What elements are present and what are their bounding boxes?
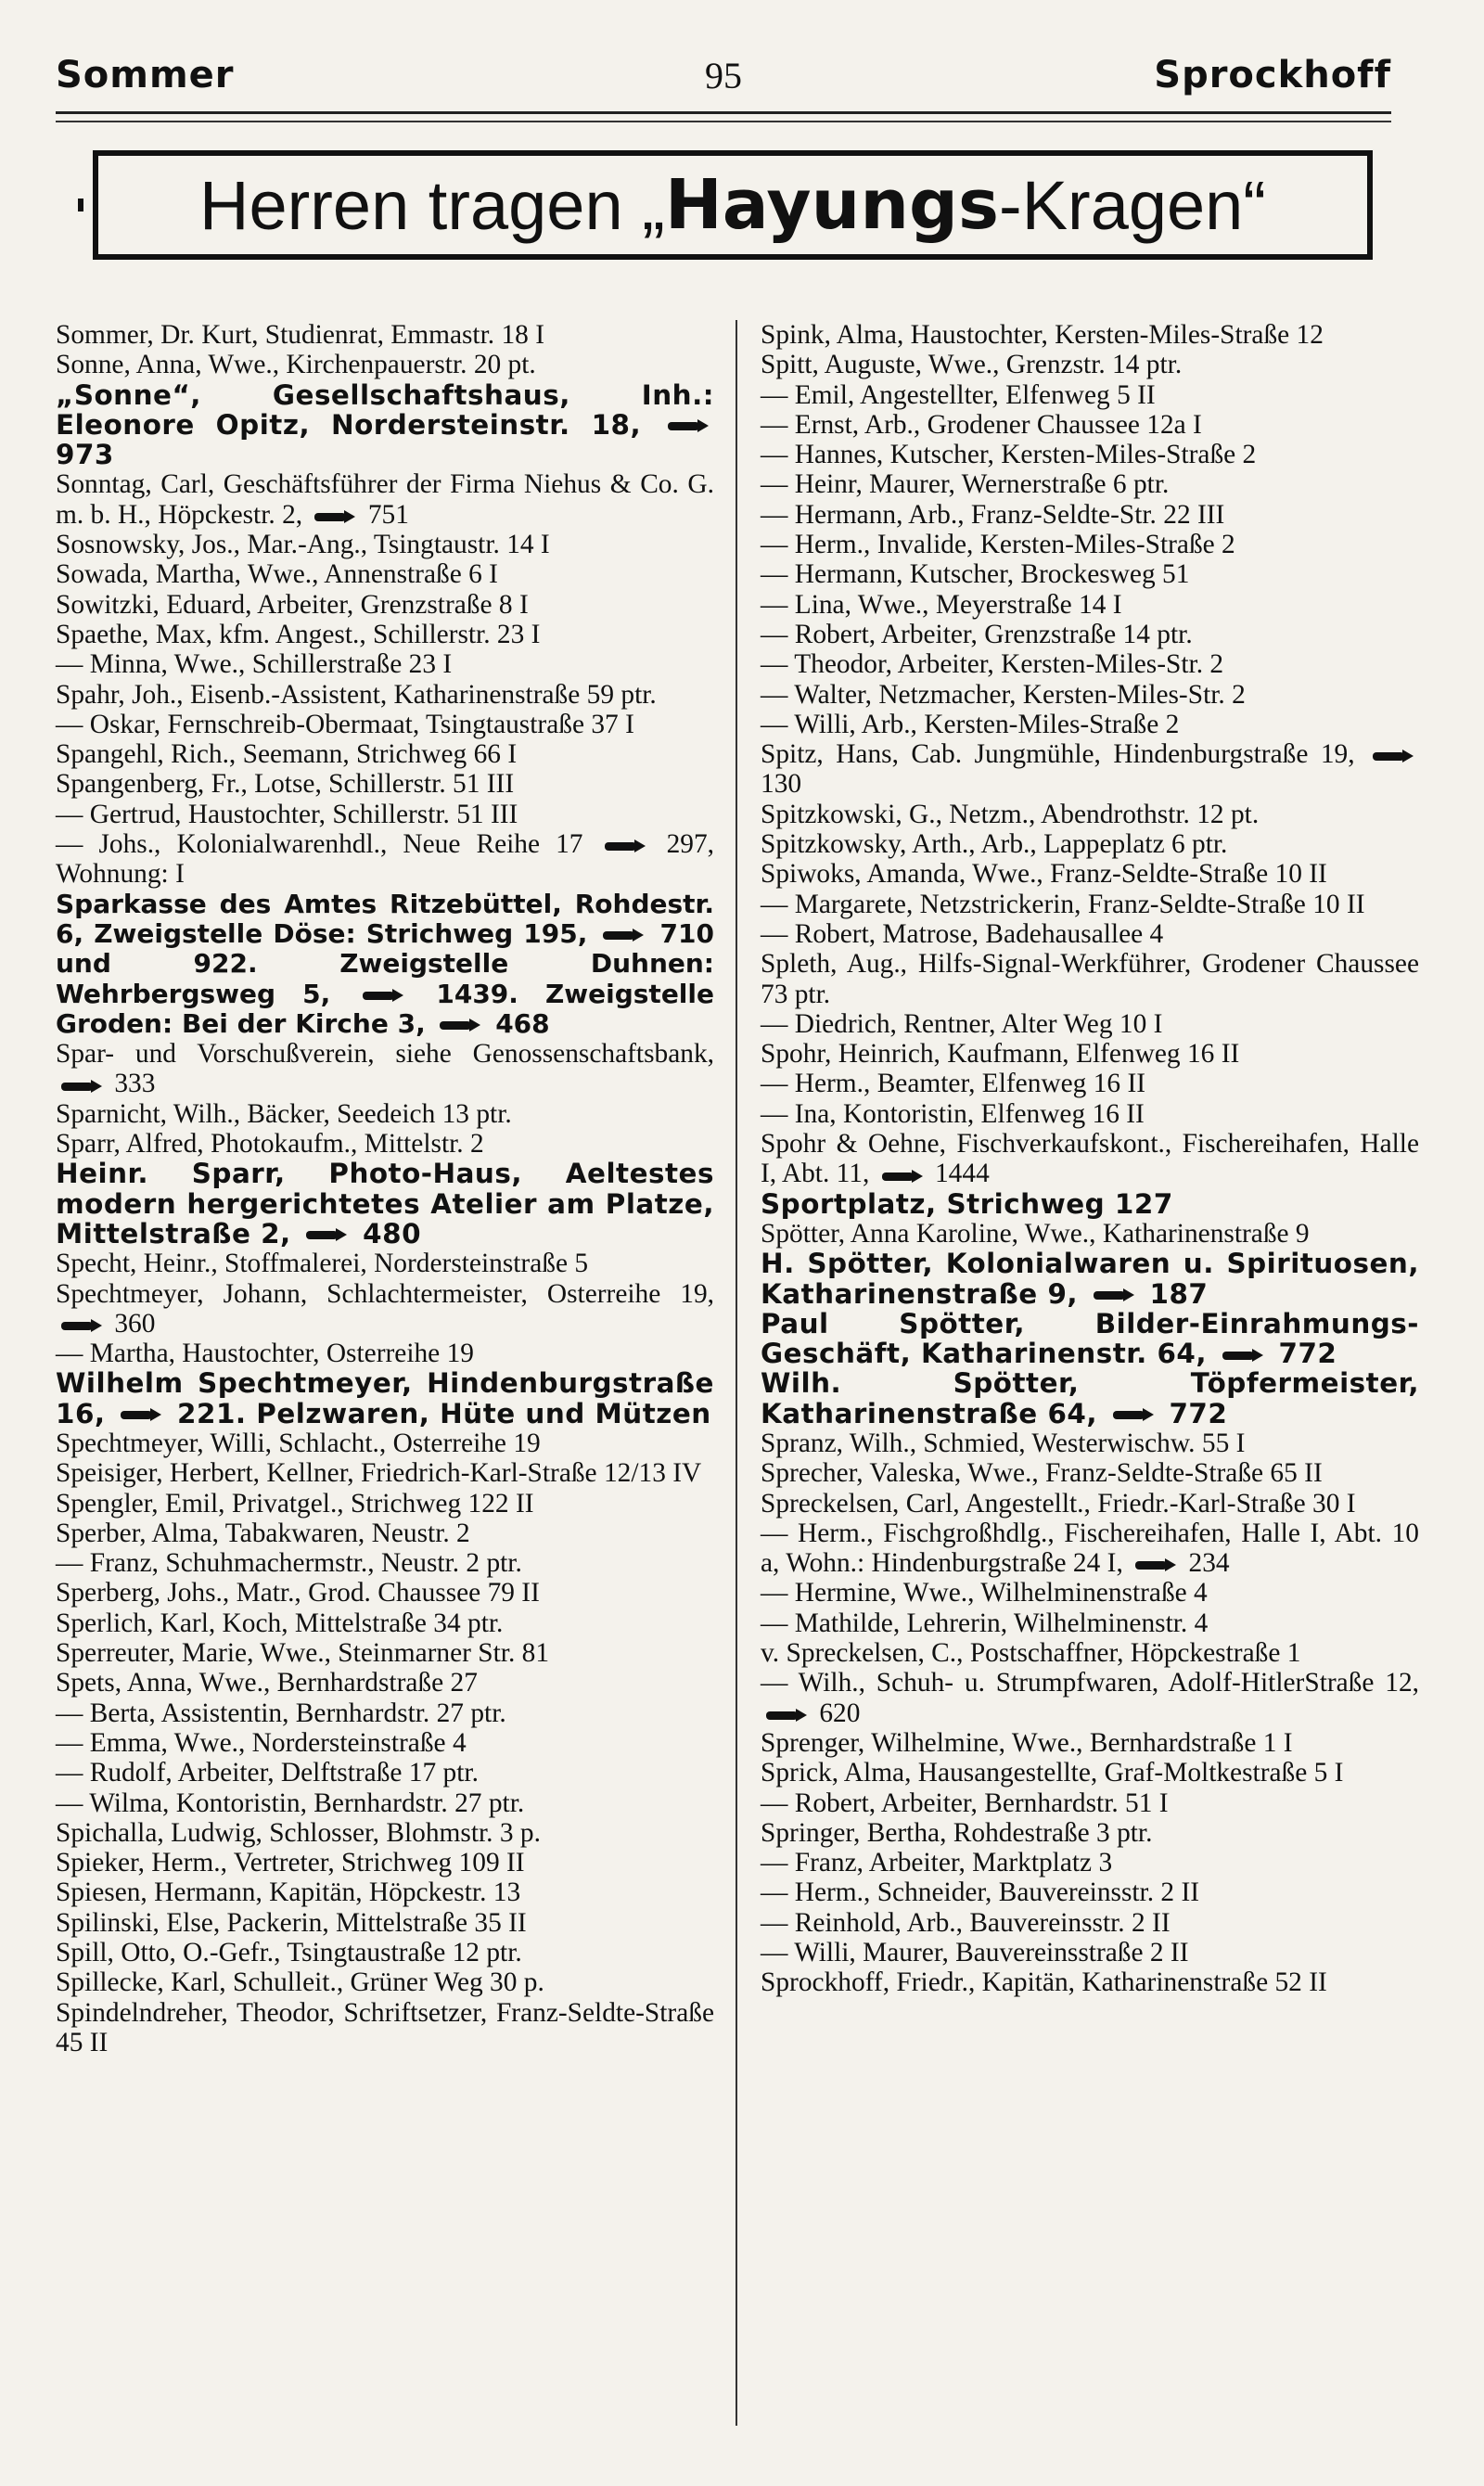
right-column: [761, 320, 1419, 1998]
directory-entry: Spaethe, Max, kfm. Angest., Schillerstr. 23 I: [56, 619, 541, 649]
directory-entry: — Ernst, Arb., Grodener Chaussee 12a I: [761, 409, 1202, 440]
header-rule-top: [56, 111, 1391, 114]
directory-page: [56, 37, 1419, 2449]
column-divider: [736, 320, 737, 2426]
directory-entry: — Emil, Angestellter, Elfenweg 5 II: [761, 379, 1156, 410]
telephone-icon: [440, 1019, 480, 1032]
telephone-icon: [61, 1319, 102, 1332]
telephone-icon: [306, 1228, 347, 1241]
directory-entry: Spötter, Anna Karoline, Wwe., Katharinenstraße 9: [761, 1218, 1310, 1249]
directory-entry: Sperreuter, Marie, Wwe., Steinmarner Str. 81: [56, 1638, 550, 1669]
directory-entry: Sowada, Martha, Wwe., Annenstraße 6 I: [56, 559, 498, 590]
telephone-icon: [1222, 1349, 1263, 1362]
directory-entry: — Minna, Wwe., Schillerstraße 23 I: [56, 649, 453, 680]
directory-entry: Spechtmeyer, Willi, Schlacht., Osterreihe 19: [56, 1428, 541, 1458]
directory-entry: Sperlich, Karl, Koch, Mittelstraße 34 ptr.: [56, 1608, 504, 1638]
directory-entry: Wilh. Spötter, Töpfermeister, Katharinenstraße 64, 772: [761, 1367, 1419, 1429]
directory-entry: Sowitzki, Eduard, Arbeiter, Grenzstraße 8 I: [56, 589, 529, 620]
directory-entry: — Gertrud, Haustochter, Schillerstr. 51 III: [56, 799, 518, 829]
directory-entry: — Mathilde, Lehrerin, Wilhelminenstr. 4: [761, 1608, 1209, 1638]
directory-entry: Spitz, Hans, Cab. Jungmühle, Hindenburgstraße 19, 130: [761, 739, 1419, 800]
telephone-icon: [1135, 1558, 1176, 1571]
directory-entry: Sosnowsky, Jos., Mar.-Ang., Tsingtaustr. 14 I: [56, 530, 550, 560]
directory-entry: Sparnicht, Wilh., Bäcker, Seedeich 13 ptr.: [56, 1098, 512, 1129]
directory-entry: Speisiger, Herbert, Kellner, Friedrich-Karl-Straße 12/13 IV: [56, 1458, 702, 1489]
directory-entry: Spilinski, Else, Packerin, Mittelstraße 35 II: [56, 1907, 527, 1938]
directory-entry: Spitt, Auguste, Wwe., Grenzstr. 14 ptr.: [761, 350, 1183, 380]
telephone-icon: [766, 1709, 807, 1722]
directory-entry: Spleth, Aug., Hilfs-Signal-Werkführer, Grodener Chaussee 73 ptr.: [761, 949, 1419, 1009]
telephone-icon: [1094, 1288, 1134, 1301]
advertisement-banner: [93, 150, 1373, 260]
ad-text-part2: -Kragen“: [999, 166, 1266, 244]
directory-entry: Sportplatz, Strichweg 127: [761, 1187, 1173, 1220]
directory-entry: Sperber, Alma, Tabakwaren, Neustr. 2: [56, 1518, 470, 1548]
directory-entry: — Robert, Matrose, Badehausallee 4: [761, 918, 1164, 949]
telephone-icon: [61, 1080, 102, 1093]
directory-entry: — Robert, Arbeiter, Grenzstraße 14 ptr.: [761, 619, 1193, 649]
directory-entry: — Hermine, Wwe., Wilhelminenstraße 4: [761, 1578, 1208, 1608]
directory-entry: Spohr & Oehne, Fischverkaufskont., Fischereihafen, Halle I, Abt. 11, 1444: [761, 1129, 1419, 1189]
header-left-name: Sommer: [56, 54, 235, 96]
page-header: [56, 46, 1391, 102]
directory-entry: Spengler, Emil, Privatgel., Strichweg 122 II: [56, 1488, 534, 1519]
directory-entry: — Franz, Schuhmachermstr., Neustr. 2 ptr.: [56, 1548, 522, 1579]
directory-entry: — Hermann, Arb., Franz-Seldte-Str. 22 III: [761, 499, 1225, 530]
directory-entry: Spillecke, Karl, Schulleit., Grüner Weg 30 p.: [56, 1967, 544, 1998]
directory-entry: — Franz, Arbeiter, Marktplatz 3: [761, 1848, 1113, 1878]
directory-entry: Spets, Anna, Wwe., Bernhardstraße 27: [56, 1668, 478, 1698]
directory-entry: — Rudolf, Arbeiter, Delftstraße 17 ptr.: [56, 1758, 479, 1788]
directory-entry: — Ina, Kontoristin, Elfenweg 16 II: [761, 1098, 1145, 1129]
directory-entry: Spiesen, Hermann, Kapitän, Höpckestr. 13: [56, 1877, 521, 1908]
directory-entry: Spar- und Vorschußverein, siehe Genossenschaftsbank, 333: [56, 1039, 714, 1099]
directory-entry: Spahr, Joh., Eisenb.-Assistent, Katharinenstraße 59 ptr.: [56, 679, 657, 710]
directory-entry: Paul Spötter, Bilder-Einrahmungs-Geschäft, Katharinenstr. 64, 772: [761, 1307, 1419, 1370]
page-number: 95: [705, 55, 742, 96]
directory-entry: — Diedrich, Rentner, Alter Weg 10 I: [761, 1008, 1163, 1039]
directory-entry: Wilhelm Spechtmeyer, Hindenburgstraße 16, 221. Pelzwaren, Hüte und Mützen: [56, 1367, 714, 1429]
directory-entry: „Sonne“, Gesellschaftshaus, Inh.: Eleonore Opitz, Nordersteinstr. 18, 973: [56, 378, 714, 471]
telephone-icon: [882, 1170, 923, 1183]
directory-entry: Sonntag, Carl, Geschäftsführer der Firma Niehus & Co. G. m. b. H., Höpckestr. 2, 751: [56, 469, 714, 530]
directory-entry: Spechtmeyer, Johann, Schlachtermeister, Osterreihe 19, 360: [56, 1278, 714, 1339]
directory-entry: Spindelndreher, Theodor, Schriftsetzer, Franz-Seldte-Straße 45 II: [56, 1997, 714, 2057]
directory-entry: — Heinr, Maurer, Wernerstraße 6 ptr.: [761, 469, 1170, 500]
directory-entry: Sonne, Anna, Wwe., Kirchenpauerstr. 20 pt.: [56, 350, 536, 380]
directory-entry: Sparkasse des Amtes Ritzebüttel, Rohdestr. 6, Zweigstelle Döse: Strichweg 195, 710 und 922. Zweigstelle Duhnen: Wehrbergsweg 5, 1439. Zweigstelle Groden: Bei der Kirche 3, 468: [56, 888, 714, 1039]
directory-entry: — Reinhold, Arb., Bauvereinsstr. 2 II: [761, 1907, 1171, 1938]
telephone-icon: [605, 839, 646, 852]
telephone-icon: [603, 929, 644, 942]
telephone-icon: [668, 419, 709, 432]
directory-entry: Sperberg, Johs., Matr., Grod. Chaussee 79 II: [56, 1578, 540, 1608]
directory-entry: Spieker, Herm., Vertreter, Strichweg 109 II: [56, 1848, 525, 1878]
directory-entry: Sprecher, Valeska, Wwe., Franz-Seldte-Straße 65 II: [761, 1458, 1323, 1489]
directory-entry: Spiwoks, Amanda, Wwe., Franz-Seldte-Straße 10 II: [761, 859, 1327, 890]
directory-entry: Springer, Bertha, Rohdestraße 3 ptr.: [761, 1817, 1153, 1848]
directory-entry: Heinr. Sparr, Photo-Haus, Aeltestes modern hergerichtetes Atelier am Platze, Mittelstraße 2, 480: [56, 1158, 714, 1249]
directory-entry: v. Spreckelsen, C., Postschaffner, Höpckestraße 1: [761, 1638, 1301, 1669]
directory-entry: — Walter, Netzmacher, Kersten-Miles-Str. 2: [761, 679, 1246, 710]
directory-entry: Spreckelsen, Carl, Angestellt., Friedr.-Karl-Straße 30 I: [761, 1488, 1356, 1519]
directory-entry: — Herm., Beamter, Elfenweg 16 II: [761, 1069, 1146, 1099]
directory-entry: Sprick, Alma, Hausangestellte, Graf-Moltkestraße 5 I: [761, 1758, 1344, 1788]
directory-entry: Spitzkowsky, Arth., Arb., Lappeplatz 6 ptr.: [761, 829, 1228, 860]
directory-entry: — Johs., Kolonialwarenhdl., Neue Reihe 17 297, Wohnung: I: [56, 829, 714, 890]
telephone-icon: [1113, 1408, 1154, 1421]
directory-entry: — Oskar, Fernschreib-Obermaat, Tsingtaustraße 37 I: [56, 709, 634, 739]
directory-entry: Specht, Heinr., Stoffmalerei, Nordersteinstraße 5: [56, 1249, 589, 1279]
margin-mark: [78, 199, 83, 211]
telephone-icon: [363, 989, 403, 1002]
header-right-name: Sprockhoff: [1154, 54, 1391, 96]
directory-entry: — Lina, Wwe., Meyerstraße 14 I: [761, 589, 1122, 620]
directory-entry: — Willi, Maurer, Bauvereinsstraße 2 II: [761, 1938, 1189, 1968]
directory-entry: — Martha, Haustochter, Osterreihe 19: [56, 1339, 474, 1369]
directory-entry: Spranz, Wilh., Schmied, Westerwischw. 55 I: [761, 1428, 1246, 1458]
directory-entry: — Robert, Arbeiter, Bernhardstr. 51 I: [761, 1788, 1169, 1818]
ad-text-part1: Herren tragen „: [199, 166, 665, 244]
left-column: [56, 320, 714, 2057]
telephone-icon: [314, 510, 355, 523]
directory-entry: Sprockhoff, Friedr., Kapitän, Katharinenstraße 52 II: [761, 1967, 1327, 1998]
directory-entry: Sprenger, Wilhelmine, Wwe., Bernhardstraße 1 I: [761, 1727, 1293, 1758]
directory-entry: H. Spötter, Kolonialwaren u. Spirituosen, Katharinenstraße 9, 187: [761, 1248, 1419, 1310]
directory-entry: Spohr, Heinrich, Kaufmann, Elfenweg 16 II: [761, 1039, 1240, 1070]
telephone-icon: [1373, 750, 1414, 762]
directory-entry: — Wilma, Kontoristin, Bernhardstr. 27 ptr.: [56, 1788, 525, 1818]
directory-entry: — Herm., Schneider, Bauvereinsstr. 2 II: [761, 1877, 1200, 1908]
header-rule-bottom: [56, 121, 1391, 122]
directory-entry: Spitzkowski, G., Netzm., Abendrothstr. 12 pt.: [761, 799, 1260, 829]
directory-entry: Spangenberg, Fr., Lotse, Schillerstr. 51 III: [56, 769, 515, 800]
directory-entry: — Herm., Fischgroßhdlg., Fischereihafen, Halle I, Abt. 10 a, Wohn.: Hindenburgstraße 24 I, 234: [761, 1518, 1419, 1579]
directory-entry: Spink, Alma, Haustochter, Kersten-Miles-Straße 12: [761, 320, 1324, 350]
telephone-icon: [121, 1408, 161, 1421]
directory-entry: — Herm., Invalide, Kersten-Miles-Straße 2: [761, 530, 1235, 560]
directory-entry: Spill, Otto, O.-Gefr., Tsingtaustraße 12 ptr.: [56, 1938, 522, 1968]
directory-entry: — Wilh., Schuh- u. Strumpfwaren, Adolf-HitlerStraße 12, 620: [761, 1668, 1419, 1728]
ad-brand: Hayungs: [664, 165, 1000, 245]
directory-entry: Sparr, Alfred, Photokaufm., Mittelstr. 2: [56, 1129, 484, 1160]
directory-entry: — Willi, Arb., Kersten-Miles-Straße 2: [761, 709, 1180, 739]
directory-entry: — Berta, Assistentin, Bernhardstr. 27 ptr.: [56, 1698, 506, 1728]
directory-entry: — Margarete, Netzstrickerin, Franz-Seldte-Straße 10 II: [761, 889, 1365, 919]
directory-entry: — Emma, Wwe., Nordersteinstraße 4: [56, 1727, 467, 1758]
directory-entry: Spangehl, Rich., Seemann, Strichweg 66 I: [56, 739, 518, 770]
directory-entry: Sommer, Dr. Kurt, Studienrat, Emmastr. 18 I: [56, 320, 544, 350]
directory-entry: — Theodor, Arbeiter, Kersten-Miles-Str. 2: [761, 649, 1224, 680]
directory-entry: — Hannes, Kutscher, Kersten-Miles-Straße 2: [761, 440, 1257, 470]
directory-entry: Spichalla, Ludwig, Schlosser, Blohmstr. 3 p.: [56, 1817, 541, 1848]
directory-entry: — Hermann, Kutscher, Brockesweg 51: [761, 559, 1190, 590]
